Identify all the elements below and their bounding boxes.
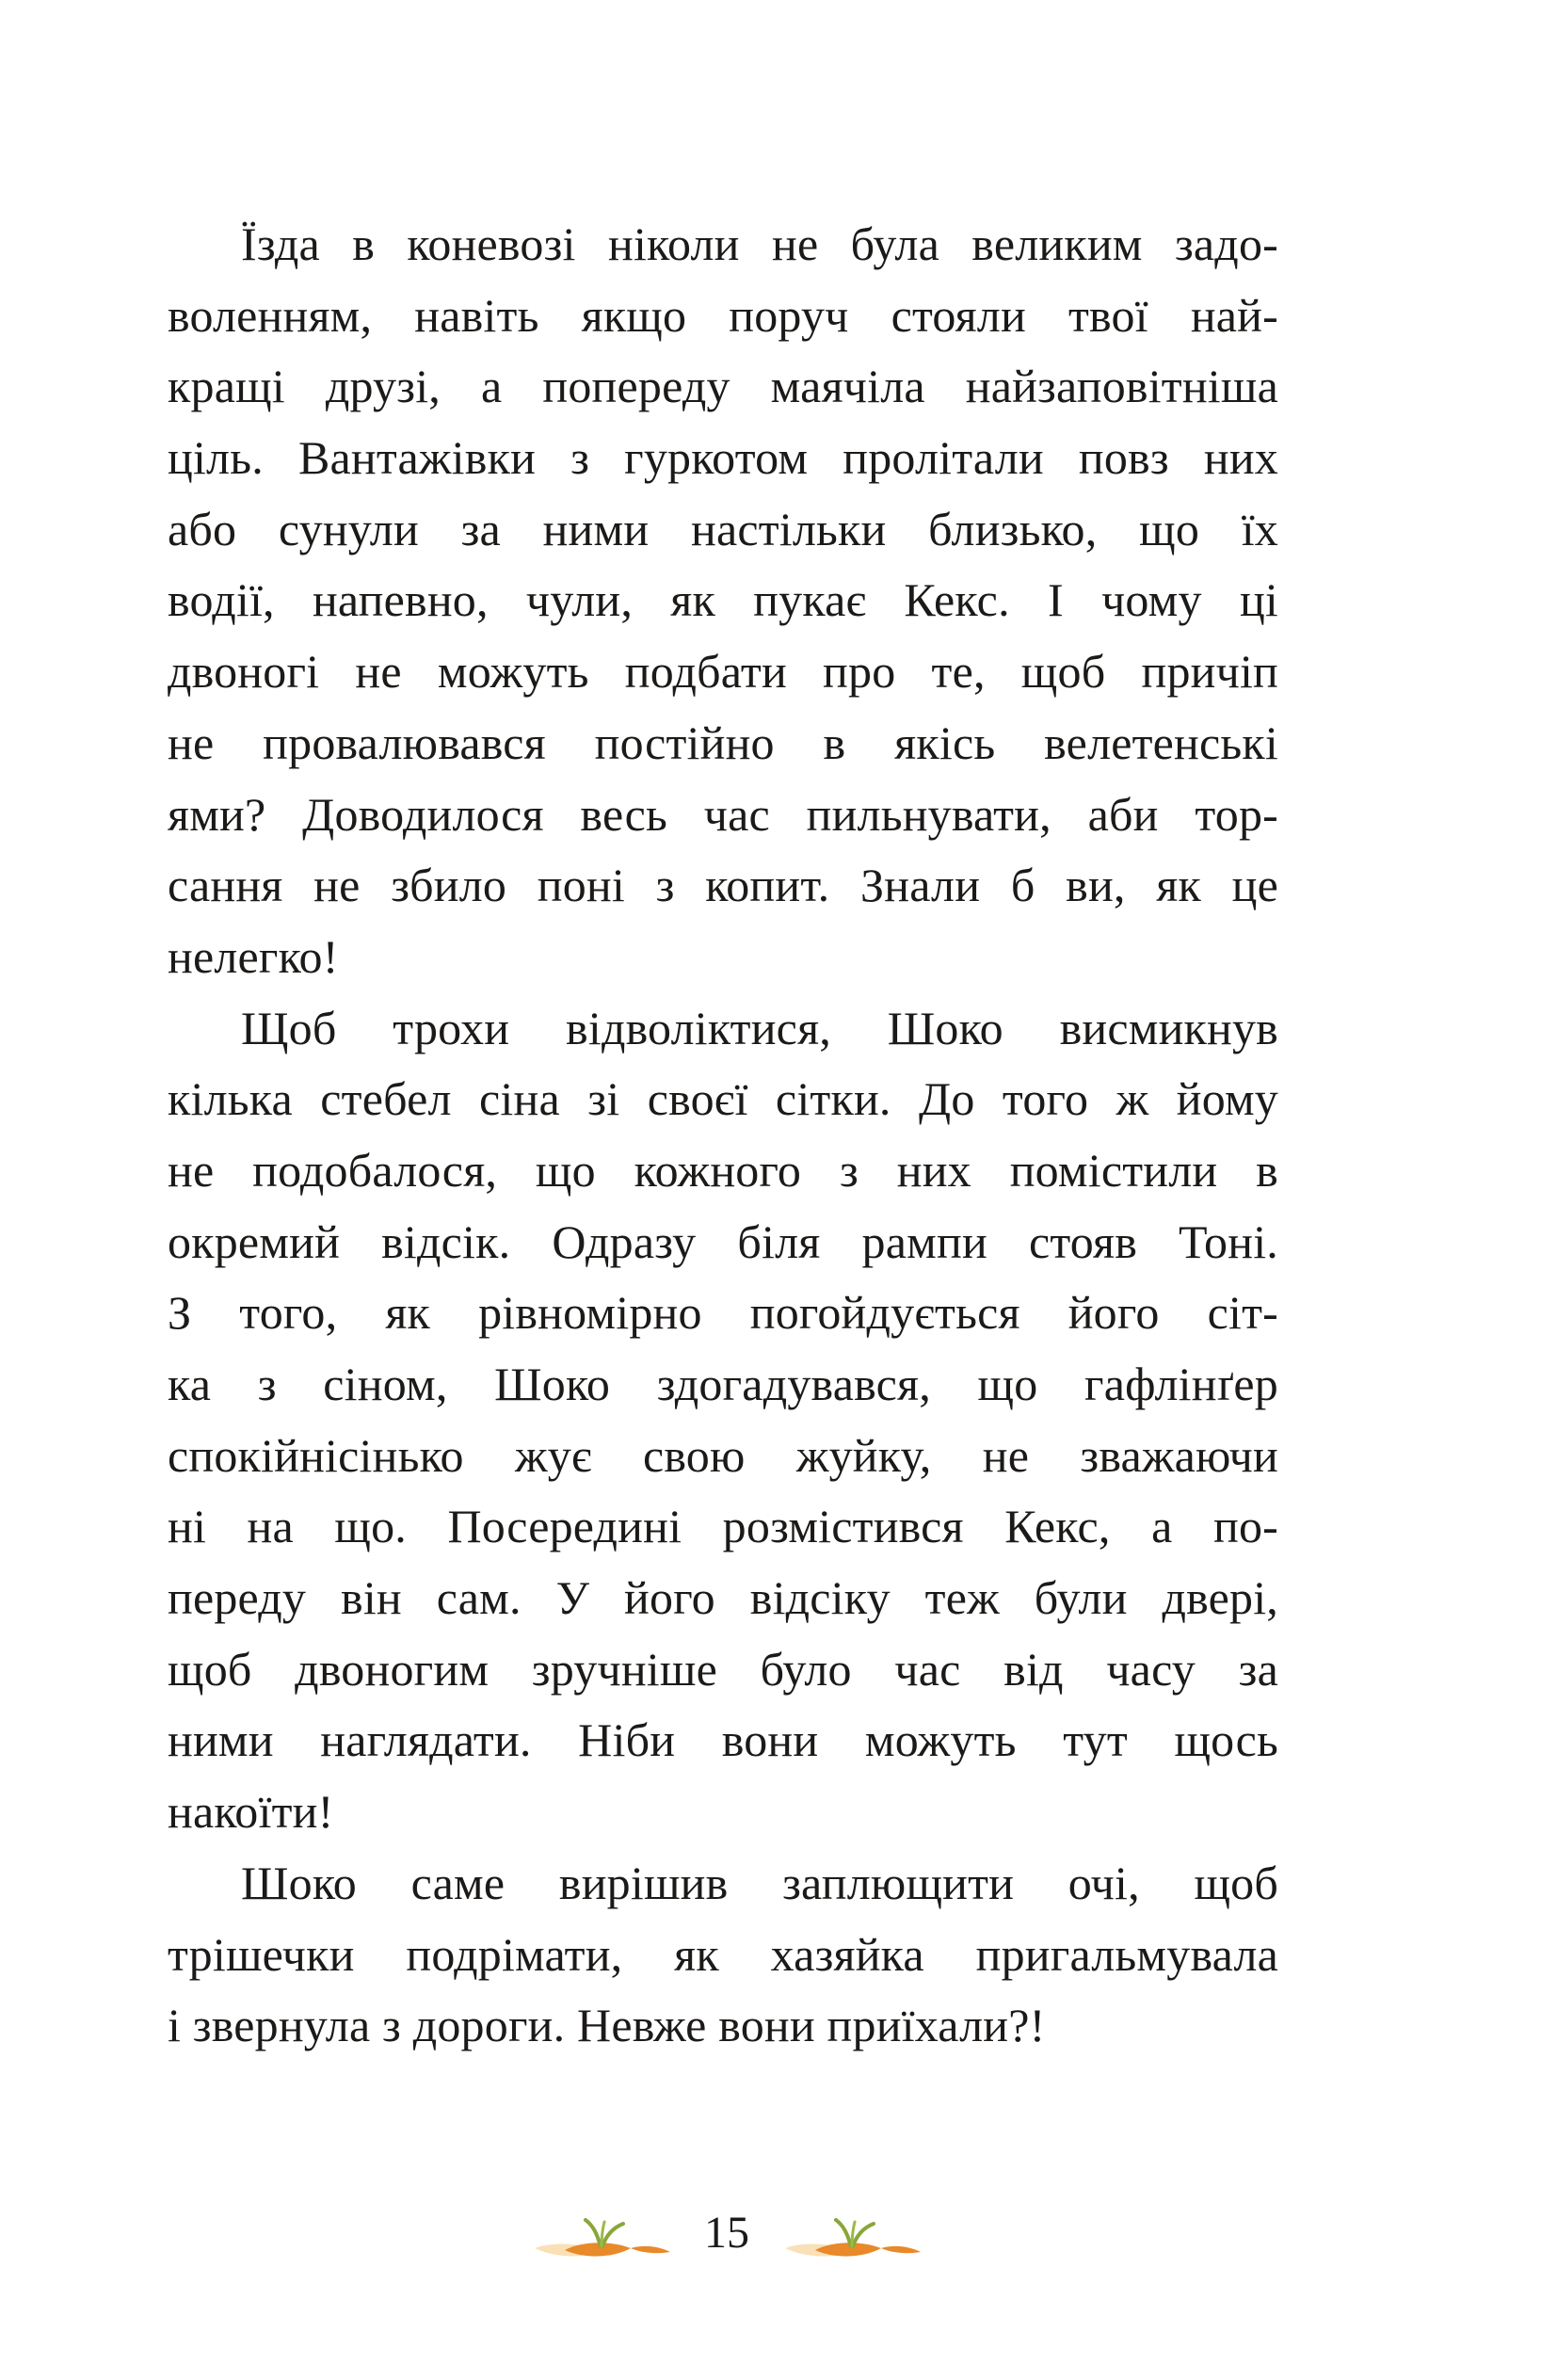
text-line: накоїти! [168,1785,334,1839]
paragraph [168,1848,1278,2062]
text-line: кращі друзі, а попереду маячіла найзаповітніша [168,360,1278,413]
text-line: ка з сіном, Шоко здогадувався, що гафлінґер [168,1358,1278,1410]
page-number: 15 [704,2208,749,2258]
text-line: Їзда в коневозі ніколи не була великим задо- [241,217,1278,270]
text-line: ціль. Вантажівки з гуркотом пролітали повз них [168,431,1278,485]
paragraph [168,209,1278,993]
text-line: Щоб трохи відволіктися, Шоко висмикнув [241,1001,1278,1054]
body-text [168,209,1278,2062]
text-line: двоногі не можуть подбати про те, щоб причіп [168,645,1278,699]
text-line: ними наглядати. Ніби вони можуть тут щось [168,1713,1278,1767]
text-line: Шоко саме вирішив заплющити очі, щоб [241,1856,1278,1909]
text-line: щоб двоногим зручніше було час від часу за [168,1642,1278,1696]
text-line: трішечки подрімати, як хазяйка пригальмувала [168,1927,1278,1981]
text-line: водії, напевно, чули, як пукає Кекс. І чому ці [168,573,1278,627]
text-line: ні на що. Посередині розмістився Кекс, а по- [168,1500,1278,1553]
page-footer [0,2194,1557,2288]
text-line: спокійнісінько жує свою жуйку, не зважаючи [168,1428,1278,1482]
text-line: воленням, навіть якщо поруч стояли твої най- [168,288,1278,342]
paragraph [168,993,1278,1848]
text-line: не провалювався постійно в якісь велетенські [168,716,1278,769]
text-line: або сунули за ними настільки близько, що їх [168,502,1278,555]
text-line: не подобалося, що кожного з них помістили в [168,1143,1278,1197]
text-line: і звернула з дороги. Невже вони приїхали?! [168,1999,1046,2052]
text-line: сання не збило поні з копит. Знали б ви, як це [168,859,1278,912]
text-line: ями? Доводилося весь час пильнувати, аби тор- [168,787,1278,841]
text-line: окремий відсік. Одразу біля рампи стояв Тоні. [168,1214,1278,1268]
text-line: переду він сам. У його відсіку теж були двері, [168,1571,1278,1625]
text-line: кілька стебел сіна зі своєї сітки. До того ж йому [168,1072,1278,1126]
text-line: нелегко! [168,929,339,983]
carrot-icon [527,2212,678,2269]
carrot-icon [778,2212,928,2269]
text-line: З того, як рівномірно погойдується його сіт- [168,1286,1278,1340]
